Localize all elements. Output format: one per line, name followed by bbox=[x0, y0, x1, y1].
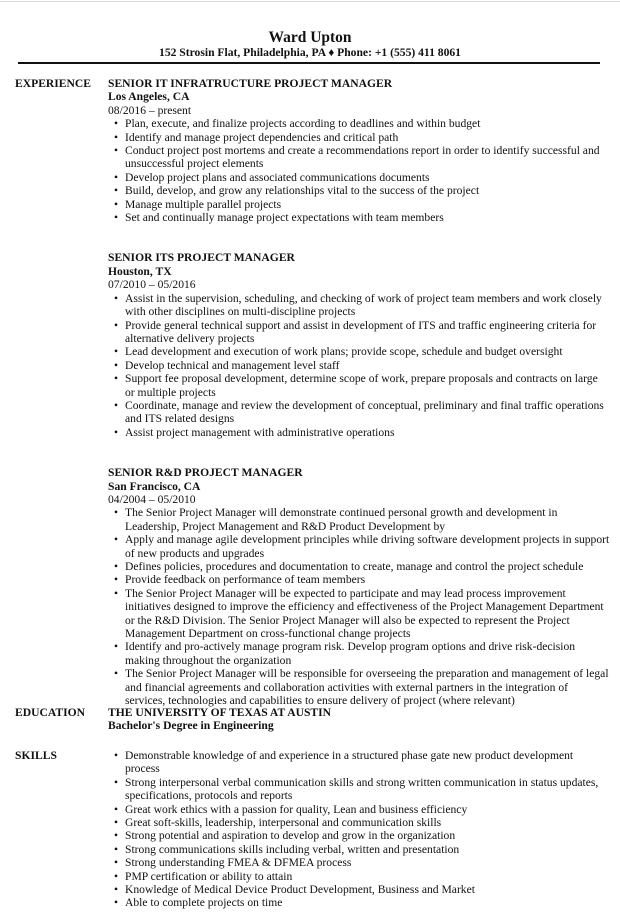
list-item: • Able to complete projects on time bbox=[108, 896, 610, 909]
list-item: • Strong potential and aspiration to develop and grow in the organization bbox=[108, 829, 610, 842]
list-item: • Apply and manage agile development principles while driving software development projects in support of new products and upgrades bbox=[108, 533, 610, 560]
list-item: • Support fee proposal development, determine scope of work, prepare proposals and contracts on large or multiple projects bbox=[108, 372, 610, 399]
contact-info: 152 Strosin Flat, Philadelphia, PA ♦ Phone: +1 (555) 411 8061 bbox=[159, 46, 461, 59]
list-item: • Great work ethics with a passion for quality, Lean and business efficiency bbox=[108, 803, 610, 816]
list-item: • Manage multiple parallel projects bbox=[108, 198, 610, 211]
job-title: SENIOR ITS PROJECT MANAGER bbox=[108, 251, 295, 265]
list-item: • Demonstrable knowledge of and experience in a structured phase gate new product development process bbox=[108, 749, 610, 776]
skills-section bbox=[15, 749, 610, 910]
list-item: • Build, develop, and grow any relationships vital to the success of the project bbox=[108, 184, 610, 197]
education-section bbox=[15, 706, 610, 733]
skills-content bbox=[108, 749, 610, 910]
job-entry bbox=[108, 251, 610, 439]
job-title: SENIOR R&D PROJECT MANAGER bbox=[108, 466, 303, 480]
header-divider bbox=[18, 62, 600, 64]
list-item: • Great soft-skills, leadership, interpersonal and communication skills bbox=[108, 816, 610, 829]
job-dates: 08/2016 – present bbox=[108, 103, 192, 117]
job-entry bbox=[108, 77, 610, 224]
list-item: • Defines policies, procedures and documentation to create, manage and control the project schedule bbox=[108, 560, 610, 573]
job-entry bbox=[108, 466, 610, 707]
section-label-education: EDUCATION bbox=[15, 706, 85, 719]
job-title: SENIOR IT INFRATRUCTURE PROJECT MANAGER bbox=[108, 77, 393, 90]
job-bullet-list bbox=[108, 506, 610, 707]
job-location: Houston, TX bbox=[108, 264, 172, 278]
top-border bbox=[0, 1, 620, 2]
list-item: • Plan, execute, and finalize projects according to deadlines and within budget bbox=[108, 117, 610, 130]
list-item: • Knowledge of Medical Device Product Development, Business and Market bbox=[108, 883, 610, 896]
list-item: • Strong interpersonal verbal communication skills and strong written communication in status updates, specifications, protocols and reports bbox=[108, 776, 610, 803]
list-item: • Identify and manage project dependencies and critical path bbox=[108, 131, 610, 144]
degree: Bachelor's Degree in Engineering bbox=[108, 719, 274, 733]
list-item: • Develop technical and management level staff bbox=[108, 359, 610, 372]
job-dates: 04/2004 – 05/2010 bbox=[108, 492, 196, 506]
list-item: • Develop project plans and associated communications documents bbox=[108, 171, 610, 184]
list-item: • Identify and pro-actively manage program risk. Develop program options and drive risk-decision making throughout the organization bbox=[108, 640, 610, 667]
list-item: • Assist project management with administrative operations bbox=[108, 426, 610, 439]
list-item: • Coordinate, manage and review the development of conceptual, preliminary and final traffic operations and ITS related designs bbox=[108, 399, 610, 426]
experience-content bbox=[108, 77, 610, 707]
experience-section bbox=[15, 77, 610, 734]
list-item: • Strong communications skills including verbal, written and presentation bbox=[108, 843, 610, 856]
list-item: • The Senior Project Manager will be responsible for overseeing the preparation and management of legal and financial agreements and collaboration activities with external partners in the integration of services, technologies and capabilities to ensure delivery of project (where relevant) bbox=[108, 667, 610, 707]
list-item: • The Senior Project Manager will demonstrate continued personal growth and development in Leadership, Project Management and R&D Product Development by bbox=[108, 506, 610, 533]
list-item: • The Senior Project Manager will be expected to participate and may lead process improvement initiatives designed to improve the efficiency and effectiveness of the Project Management Department or the R&D Division. The Senior Project Manager will also be expected to represent the Project Management Department on cross-functional change projects bbox=[108, 587, 610, 641]
job-location: Los Angeles, CA bbox=[108, 90, 190, 104]
education-content bbox=[108, 706, 610, 733]
list-item: • Lead development and execution of work plans; provide scope, schedule and budget oversight bbox=[108, 345, 610, 358]
school-name: THE UNIVERSITY OF TEXAS AT AUSTIN bbox=[108, 706, 332, 719]
section-label-skills: SKILLS bbox=[15, 749, 57, 762]
section-label-experience: EXPERIENCE bbox=[15, 77, 92, 90]
candidate-name: Ward Upton bbox=[268, 29, 352, 46]
skills-list bbox=[108, 749, 610, 910]
job-bullet-list bbox=[108, 292, 610, 439]
list-item: • Set and continually manage project expectations with team members bbox=[108, 211, 610, 224]
list-item: • Assist in the supervision, scheduling, and checking of work of project team members and work closely with other disciplines on multi-discipline projects bbox=[108, 292, 610, 319]
list-item: • Provide feedback on performance of team members bbox=[108, 573, 610, 586]
list-item: • Provide general technical support and assist in development of ITS and traffic engineering criteria for alternative delivery projects bbox=[108, 319, 610, 346]
list-item: • Conduct project post mortems and create a recommendations report in order to identify successful and unsuccessful project elements bbox=[108, 144, 610, 171]
job-location: San Francisco, CA bbox=[108, 479, 201, 493]
list-item: • Strong understanding FMEA & DFMEA process bbox=[108, 856, 610, 869]
job-dates: 07/2010 – 05/2016 bbox=[108, 278, 196, 292]
job-bullet-list bbox=[108, 117, 610, 224]
list-item: • PMP certification or ability to attain bbox=[108, 870, 610, 883]
